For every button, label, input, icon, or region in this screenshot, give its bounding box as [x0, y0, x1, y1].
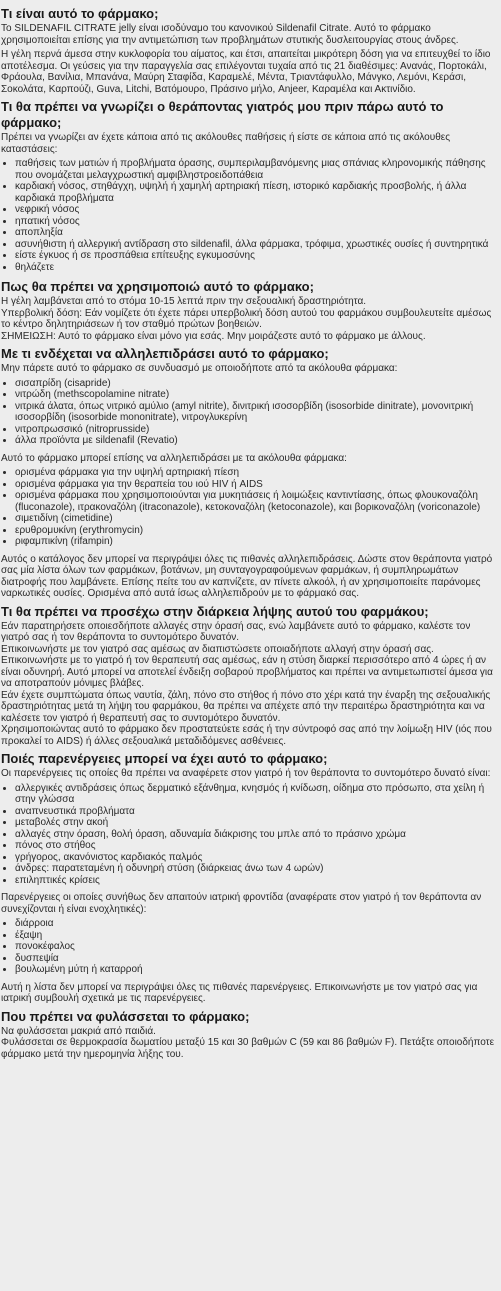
paragraph: Οι παρενέργειες τις οποίες θα πρέπει να αναφέρετε στον γιατρό ή τον θεράποντα το συντομότερο δυνατό είναι:	[1, 768, 491, 779]
list-item: • έξαψη	[15, 930, 497, 942]
list-item: • βουλωμένη μύτη ή καταρροή	[15, 964, 497, 976]
list-item: • ορισμένα φάρμακα που χρησιμοποιούνται για μυκητιάσεις ή λοιμώξεις καντιντίασης, όπως φλουκοναζόλη (fluconazole), ιτρακοναζόλη (itraconazole), κετοκοναζόλη (ketoconazole), και βορικοναζόλη (voriconazole)	[15, 490, 497, 513]
paragraph: Η γέλη λαμβάνεται από το στόμα 10-15 λεπτά πριν την σεξουαλική δραστηριότητα.	[1, 296, 367, 307]
conditions-list	[1, 158, 497, 273]
list-item: • πόνος στο στήθος	[15, 840, 497, 852]
section-storage	[1, 1009, 497, 1061]
list-item: • άλλα προϊόντα με sildenafil (Revatio)	[15, 435, 497, 447]
section-precautions	[1, 604, 497, 748]
list-item: • είστε έγκυος ή σε προσπάθεια επίτευξης εγκυμοσύνης	[15, 250, 497, 262]
list-item: • νιτρώδη (methscopolamine nitrate)	[15, 389, 497, 401]
paragraph: Χρησιμοποιώντας αυτό το φάρμακο δεν προστατεύετε εσάς ή την σύντροφό σας από την λοίμωξη HIV (ιός που προκαλεί το AIDS) ή άλλες σεξουαλικά μεταδιδόμενες ασθένειες.	[1, 724, 492, 747]
section-heading: Πως θα πρέπει να χρησιμοποιώ αυτό το φάρμακο;	[1, 279, 314, 294]
list-item: • ηπατική νόσος	[15, 216, 497, 228]
list-item: • δυσπεψία	[15, 953, 497, 965]
paragraph: Το SILDENAFIL CITRATE jelly είναι ισοδύναμο του κανονικού Sildenafil Citrate. Αυτό το φάρμακο χρησιμοποιείται επίσης για την αντιμετώπιση των προβλημάτων στυτικής δυσλειτουργίας στους άνδρες.	[1, 23, 459, 46]
section-heading: Τι θα πρέπει να γνωρίζει ο θεράποντας γιατρός μου πριν πάρω αυτό το φάρμακο;	[1, 99, 444, 130]
section-what-doctor-should-know	[1, 99, 497, 273]
list-item: • νεφρική νόσος	[15, 204, 497, 216]
paragraph: Αυτός ο κατάλογος δεν μπορεί να περιγράψει όλες τις πιθανές αλληλεπιδράσεις. Δώστε στον θεράποντα γιατρό σας μία λίστα όλων των φαρμάκων, βοτάνων, μη συνταγογραφούμενων φαρμάκων, ή συμπληρωμάτων διατροφής που λαμβάνετε. Επίσης πείτε του αν καπνίζετε, αν πίνετε αλκοόλ, ή αν χρησιμοποιείτε παράνομες ναρκωτικές ουσίες. Ορισμένα από αυτά ίσως αλληλεπιδρούν με το φάρμακό σας.	[1, 553, 493, 599]
list-item: • επιληπτικές κρίσεις	[15, 875, 497, 887]
paragraph: Εάν έχετε συμπτώματα όπως ναυτία, ζάλη, πόνο στο στήθος ή πόνο στο χέρι κατά την έναρξη της σεξουαλικής δραστηριότητας μετά τη λήψη του φαρμάκου, θα πρέπει να απέχετε από την περαιτέρω δραστηριότητα και να καλέσετε τον γιατρό ή θεραπευτή σας το συντομότερο δυνατόν.	[1, 689, 491, 724]
section-heading: Με τι ενδέχεται να αλληλεπιδράσει αυτό το φάρμακο;	[1, 346, 329, 361]
list-item: • ορισμένα φάρμακα για την υψηλή αρτηριακή πίεση	[15, 467, 497, 479]
list-item: • σισαπρίδη (cisapride)	[15, 378, 497, 390]
interacting-drugs-list	[1, 467, 497, 548]
section-interactions	[1, 346, 497, 600]
section-heading: Που πρέπει να φυλάσσεται το φάρμακο;	[1, 1008, 250, 1024]
section-heading: Τι είναι αυτό το φάρμακο;	[1, 6, 159, 21]
section-side-effects	[1, 751, 497, 1005]
list-item: • καρδιακή νόσος, στηθάγχη, υψηλή ή χαμηλή αρτηριακή πίεση, ιστορικό καρδιακής προσβολής, ή άλλα καρδιακά προβλήματα	[15, 181, 497, 204]
paragraph: Παρενέργειες οι οποίες συνήθως δεν απαιτούν ιατρική φροντίδα (αναφέρατε στον γιατρό ή τον θεράποντα αν συνεχίζονται ή είναι ενοχλητικές):	[1, 892, 482, 915]
list-item: • ασυνήθιστη ή αλλεργική αντίδραση στο sildenafil, άλλα φάρμακα, τρόφιμα, χρωστικές ουσίες ή συντηρητικά	[15, 239, 497, 251]
section-heading: Τι θα πρέπει να προσέχω στην διάρκεια λήψης αυτού του φαρμάκου;	[1, 603, 429, 619]
paragraph: Υπερβολική δόση: Εάν νομίζετε ότι έχετε πάρει υπερβολική δόση αυτού του φαρμάκου συμβουλευτείτε αμέσως το κέντρο δηλητηριάσεων ή τον σταθμό πρώτων βοηθειών.	[1, 307, 492, 330]
list-item: • άνδρες: παρατεταμένη ή οδυνηρή στύση (διάρκειας άνω των 4 ωρών)	[15, 863, 497, 875]
paragraph: Επικοινωνήστε με τον γιατρό σας αμέσως αν διαπιστώσετε οποιαδήποτε αλλαγή στην όρασή σας.	[1, 643, 434, 655]
list-item: • ορισμένα φάρμακα για την θεραπεία του ιού HIV ή AIDS	[15, 479, 497, 491]
list-item: • μεταβολές στην ακοή	[15, 817, 497, 829]
list-item: • πονοκέφαλος	[15, 941, 497, 953]
paragraph: Η γέλη περνά άμεσα στην κυκλοφορία του αίματος, και έτσι, απαιτείται μικρότερη δόση για να επιτευχθεί το ίδιο αποτέλεσμα. Οι γεύσεις για την παραγγελία σας επιλέγονται τυχαία από τις 21 διαθέσιμες: Ανανάς, Πορτοκάλι, Φράουλα, Βανίλια, Μπανάνα, Μαύρη Σταφίδα, Καραμελέ, Μέντα, Τριαντάφυλλο, Μάνγκο, Λεμόνι, Κεράσι, Σοκολάτα, Καρπούζι, Guva, Litchi, Βατόμουρο, Πράσινο μήλο, Anjeer, Καραμέλα και Ακτινίδιο.	[1, 49, 491, 95]
section-how-to-use	[1, 279, 497, 342]
list-item: • αλλεργικές αντιδράσεις όπως δερματικό εξάνθημα, κνησμός ή κνίδωση, οίδημα στο πρόσωπο, στα χείλη ή στην γλώσσα	[15, 783, 497, 806]
paragraph: Αυτό το φάρμακο μπορεί επίσης να αλληλεπιδράσει με τα ακόλουθα φάρμακα:	[1, 452, 347, 464]
paragraph: ΣΗΜΕΙΩΣΗ: Αυτό το φάρμακο είναι μόνο για εσάς. Μην μοιράζεστε αυτό το φάρμακο με άλλους.	[1, 330, 426, 342]
section-heading: Ποιές παρενέργειες μπορεί να έχει αυτό το φάρμακο;	[1, 751, 328, 766]
paragraph: Αυτή η λίστα δεν μπορεί να περιγράψει όλες τις πιθανές παρενέργειες. Επικοινωνήστε με τον γιατρό σας για ιατρική συμβουλή σχετικά με τις παρενέργειες.	[1, 981, 478, 1004]
list-item: • διάρροια	[15, 918, 497, 930]
list-item: • νιτρικά άλατα, όπως νιτρικό αμύλιο (amyl nitrite), δινιτρική ισοσορβίδη (isosorbide dinitrate), μονονιτρική ισοσορβίδη (isosorbide mononitrate), νιτρογλυκερίνη	[15, 401, 497, 424]
contraindicated-drugs-list	[1, 378, 497, 447]
list-item: • ερυθρομυκίνη (erythromycin)	[15, 525, 497, 537]
paragraph: Φυλάσσεται σε θερμοκρασία δωματίου μεταξύ 15 και 30 βαθμών C (59 και 86 βαθμών F). Πετάξτε οποιοδήποτε φάρμακο μετά την ημερομηνία λήξης του.	[1, 1037, 495, 1060]
paragraph: Να φυλάσσεται μακριά από παιδιά.	[1, 1025, 156, 1037]
list-item: • αλλαγές στην όραση, θολή όραση, αδυναμία διάκρισης του μπλε από το πράσινο χρώμα	[15, 829, 497, 841]
paragraph: Επικοινωνήστε με το γιατρό ή τον θεραπευτή σας αμέσως, εάν η στύση διαρκεί περισσότερο από 4 ώρες ή αν είναι οδυνηρή. Αυτό μπορεί να αποτελεί ένδειξη σοβαρού προβλήματος και πρέπει να αντιμετωπιστεί άμεσα για να αποτραπούν μόνιμες βλάβες.	[1, 655, 493, 689]
list-item: • θηλάζετε	[15, 262, 497, 274]
serious-side-effects-list	[1, 783, 497, 887]
list-item: • νιτροπρωσσικό (nitroprusside)	[15, 424, 497, 436]
list-item: • ριφαμπικίνη (rifampin)	[15, 536, 497, 548]
list-item: • αποπληξία	[15, 227, 497, 239]
list-item: • παθήσεις των ματιών ή προβλήματα όρασης, συμπεριλαμβανόμενης μιας σπάνιας κληρονομικής πάθησης που ονομάζεται μελαγχρωστική αμφιβληστροειδοπάθεια	[15, 158, 497, 181]
paragraph: Εάν παρατηρήσετε οποιεσδήποτε αλλαγές στην όρασή σας, ενώ λαμβάνετε αυτό το φάρμακο, καλέστε τον γιατρό σας ή τον θεράποντα το συντομότερο δυνατόν.	[1, 620, 471, 643]
list-item: • γρήγορος, ακανόνιστος καρδιακός παλμός	[15, 852, 497, 864]
paragraph: Πρέπει να γνωρίζει αν έχετε κάποια από τις ακόλουθες παθήσεις ή είστε σε κάποια από τις ακόλουθες καταστάσεις:	[1, 132, 451, 155]
list-item: • αναπνευστικά προβλήματα	[15, 806, 497, 818]
paragraph: Μην πάρετε αυτό το φάρμακο σε συνδυασμό με οποιοδήποτε από τα ακόλουθα φάρμακα:	[1, 363, 398, 374]
section-what-is-this-medicine	[1, 6, 497, 95]
minor-side-effects-list	[1, 918, 497, 976]
list-item: • σιμετιδίνη (cimetidine)	[15, 513, 497, 525]
